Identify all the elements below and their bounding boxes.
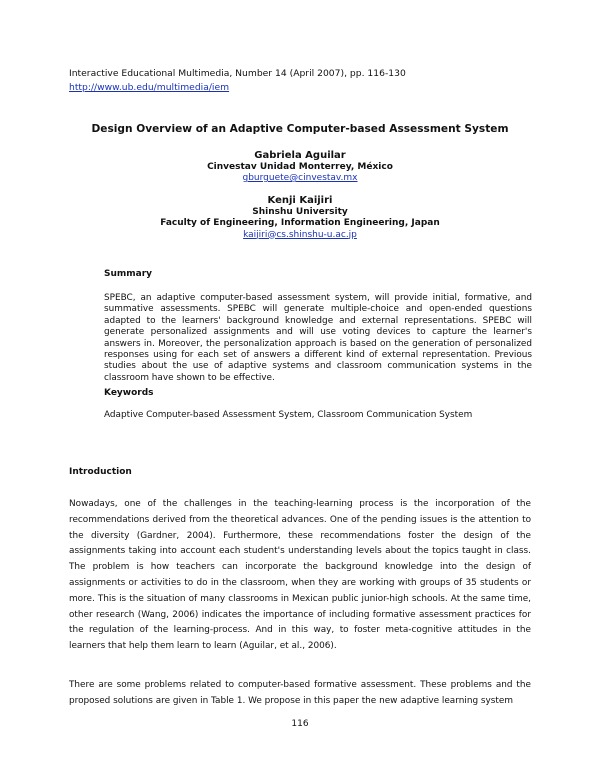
author-affiliation-detail: Faculty of Engineering, Information Engineering, Japan: [160, 218, 440, 228]
author-name: Gabriela Aguilar: [254, 150, 346, 161]
author-affiliation: Shinshu University: [252, 206, 348, 217]
summary-heading: Summary: [104, 269, 153, 279]
introduction-paragraph-1: Nowadays, one of the challenges in the teaching-learning process is the incorporation of the recommendations derived from the theoretical advances. One of the pending issues is the attention to the diversity (Gardner, 2004). Furthermore, these recommendations foster the design of the assignments taking into account each student's understanding levels about the topics taught in class. The problem is how teachers can incorporate the background knowledge into the design of assignments or activities to do in the classroom, when they are working with groups of 35 students or more. This is the situation of many classrooms in Mexican public junior-high schools. At the same time, other research (Wang, 2006) indicates the importance of including formative assessment practices for the regulation of the learning-process. And in this way, to foster meta-cognitive attitudes in the learners that help them learn to learn (Aguilar, et al., 2006).: [69, 499, 531, 652]
journal-citation: Interactive Educational Multimedia, Number 14 (April 2007), pp. 116-130: [69, 68, 406, 79]
keywords-text: Adaptive Computer-based Assessment System, Classroom Communication System: [104, 410, 473, 420]
author-affiliation: Cinvestav Unidad Monterrey, México: [207, 161, 393, 172]
summary-text: SPEBC, an adaptive computer-based assessment system, will provide initial, formative, and summative assessments. SPEBC will generate multiple-choice and open-ended questions adapted to the learners' background knowledge and external representations. SPEBC will generate personalized assignments and will use voting devices to capture the learner's answers in. Moreover, the personalization approach is based on the generation of personalized responses using for each set of answers a different kind of external representation. Previous studies about the use of adaptive systems and classroom communication systems in the classroom have shown to be effective.: [104, 293, 532, 383]
journal-header: [69, 67, 406, 95]
author-email-link[interactable]: kaijiri@cs.shinshu-u.ac.jp: [243, 229, 357, 240]
paper-title: Design Overview of an Adaptive Computer-based Assessment System: [91, 123, 509, 135]
author-email-link[interactable]: gburguete@cinvestav.mx: [242, 173, 358, 183]
author-name: Kenji Kaijiri: [267, 195, 333, 206]
page-number: 116: [291, 719, 309, 729]
introduction-heading: Introduction: [69, 467, 132, 477]
introduction-paragraph-2: There are some problems related to computer-based formative assessment. These problems and the proposed solutions are given in Table 1. We propose in this paper the new adaptive learning system: [69, 680, 531, 706]
author-block-1: [0, 150, 600, 185]
author-block-2: [0, 195, 600, 241]
keywords-heading: Keywords: [104, 388, 154, 398]
journal-url-link[interactable]: http://www.ub.edu/multimedia/iem: [69, 82, 230, 93]
